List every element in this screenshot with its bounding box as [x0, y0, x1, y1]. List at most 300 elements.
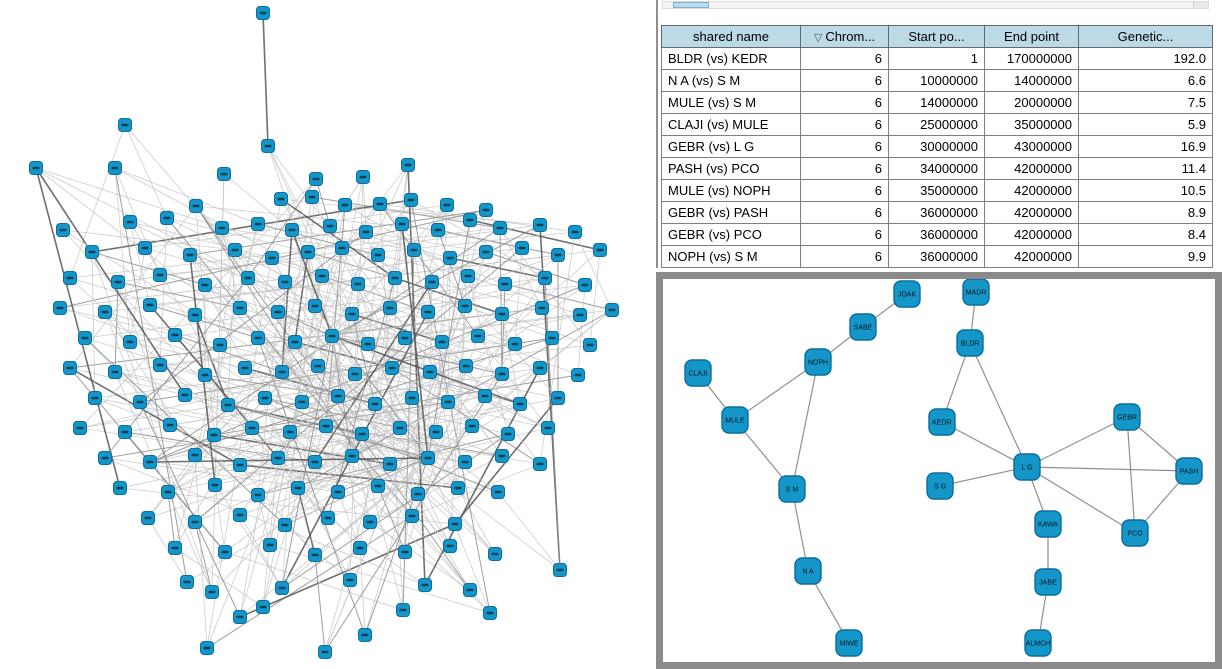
network-node[interactable]: [466, 420, 479, 433]
network-edge: [1127, 417, 1135, 533]
network-node[interactable]: [139, 242, 152, 255]
network-node[interactable]: [239, 362, 252, 375]
network-node[interactable]: [516, 242, 529, 255]
table-cell: 6: [801, 70, 889, 92]
network-node[interactable]: [419, 579, 432, 592]
network-edge: [290, 336, 332, 432]
network-node-n-a[interactable]: [795, 558, 821, 584]
network-node[interactable]: [397, 604, 410, 617]
network-node[interactable]: [190, 200, 203, 213]
network-node[interactable]: [422, 306, 435, 319]
network-node[interactable]: [460, 360, 473, 373]
network-node[interactable]: [89, 392, 102, 405]
network-node[interactable]: [534, 458, 547, 471]
network-node[interactable]: [169, 329, 182, 342]
network-node[interactable]: [509, 338, 522, 351]
network-node[interactable]: [284, 426, 297, 439]
table-cell: 6: [801, 114, 889, 136]
table-cell: 25000000: [889, 114, 985, 136]
network-node[interactable]: [408, 244, 421, 257]
node-label: KEDR: [932, 419, 952, 427]
table-row[interactable]: [662, 158, 1213, 180]
network-node[interactable]: [405, 194, 418, 207]
network-node[interactable]: [326, 330, 339, 343]
network-node[interactable]: [452, 482, 465, 495]
network-node[interactable]: [109, 162, 122, 175]
network-node[interactable]: [360, 226, 373, 239]
network-edge: [590, 250, 600, 345]
table-hscrollbar[interactable]: [662, 1, 1209, 9]
table-cell: 170000000: [985, 48, 1079, 70]
table-cell: GEBR (vs) PASH: [662, 202, 801, 224]
table-row[interactable]: [662, 114, 1213, 136]
table-row[interactable]: [662, 48, 1213, 70]
network-node[interactable]: [572, 369, 585, 382]
network-node[interactable]: [199, 369, 212, 382]
network-node[interactable]: [514, 398, 527, 411]
network-node-s-g[interactable]: [927, 473, 953, 499]
table-row[interactable]: [662, 180, 1213, 202]
network-node[interactable]: [234, 459, 247, 472]
table-cell: PASH (vs) PCO: [662, 158, 801, 180]
network-node[interactable]: [606, 304, 619, 317]
node-label: MIWE: [839, 640, 859, 648]
network-node[interactable]: [124, 336, 137, 349]
network-node-l-g[interactable]: [1014, 454, 1040, 480]
network-node-mule[interactable]: [722, 407, 748, 433]
network-node[interactable]: [286, 224, 299, 237]
network-edge: [195, 522, 212, 592]
network-node[interactable]: [164, 419, 177, 432]
network-node-almch[interactable]: [1025, 630, 1051, 656]
network-node[interactable]: [539, 272, 552, 285]
network-node[interactable]: [272, 306, 285, 319]
network-node[interactable]: [74, 422, 87, 435]
table-cell: N A (vs) S M: [662, 70, 801, 92]
table-cell: 36000000: [889, 202, 985, 224]
table-cell: 34000000: [889, 158, 985, 180]
network-node[interactable]: [384, 458, 397, 471]
network-edge: [500, 228, 502, 374]
network-node[interactable]: [362, 338, 375, 351]
table-cell: GEBR (vs) L G: [662, 136, 801, 158]
network-node[interactable]: [594, 244, 607, 257]
network-node[interactable]: [579, 279, 592, 292]
network-node[interactable]: [302, 246, 315, 259]
network-node[interactable]: [374, 198, 387, 211]
table-cell: 14000000: [889, 92, 985, 114]
network-node[interactable]: [162, 486, 175, 499]
table-cell: 6: [801, 180, 889, 202]
network-node[interactable]: [552, 392, 565, 405]
network-node[interactable]: [309, 300, 322, 313]
right-network-canvas[interactable]: [663, 279, 1215, 662]
network-node[interactable]: [124, 216, 137, 229]
table-cell: 42000000: [985, 202, 1079, 224]
table-cell: 6: [801, 224, 889, 246]
network-node[interactable]: [339, 199, 352, 212]
network-node[interactable]: [252, 489, 265, 502]
network-node[interactable]: [296, 396, 309, 409]
network-edge: [502, 284, 505, 374]
node-label: SABE: [853, 324, 873, 332]
table-cell: 8.4: [1079, 224, 1213, 246]
network-node[interactable]: [352, 278, 365, 291]
network-node[interactable]: [436, 336, 449, 349]
network-node[interactable]: [324, 220, 337, 233]
network-edge: [92, 252, 95, 398]
node-label: CLAJI: [688, 370, 708, 378]
network-edge: [125, 125, 167, 218]
network-node-jabe[interactable]: [1035, 569, 1061, 595]
network-node[interactable]: [569, 226, 582, 239]
network-node[interactable]: [422, 452, 435, 465]
network-node[interactable]: [424, 366, 437, 379]
network-edge: [498, 492, 560, 570]
network-node[interactable]: [144, 456, 157, 469]
network-node[interactable]: [349, 368, 362, 381]
network-edge: [575, 232, 612, 310]
network-node[interactable]: [229, 244, 242, 257]
column-label: Start po...: [908, 29, 965, 44]
network-node[interactable]: [154, 359, 167, 372]
network-node-kawa[interactable]: [1035, 511, 1061, 537]
node-label: S G: [933, 483, 947, 491]
table-header-row: [662, 26, 1213, 48]
column-label: Chrom...: [825, 29, 876, 44]
column-header-start-position[interactable]: [889, 26, 985, 48]
network-node[interactable]: [169, 542, 182, 555]
network-node[interactable]: [396, 218, 409, 231]
node-label: GEBR: [1117, 414, 1137, 422]
network-node[interactable]: [189, 516, 202, 529]
network-node[interactable]: [79, 332, 92, 345]
network-node[interactable]: [480, 204, 493, 217]
network-node[interactable]: [181, 576, 194, 589]
table-cell: MULE (vs) S M: [662, 92, 801, 114]
network-node[interactable]: [201, 642, 214, 655]
network-node[interactable]: [492, 486, 505, 499]
network-node[interactable]: [54, 302, 67, 315]
network-node[interactable]: [489, 548, 502, 561]
network-node[interactable]: [536, 302, 549, 315]
network-node[interactable]: [214, 339, 227, 352]
network-node[interactable]: [402, 159, 415, 172]
network-node[interactable]: [109, 366, 122, 379]
network-node[interactable]: [464, 584, 477, 597]
network-node[interactable]: [322, 512, 335, 525]
node-label: ALMCH: [1025, 640, 1051, 648]
table-cell: 6: [801, 158, 889, 180]
table-cell: 42000000: [985, 224, 1079, 246]
network-node-kedr[interactable]: [929, 409, 955, 435]
column-label: Genetic...: [1117, 29, 1174, 44]
network-node[interactable]: [552, 249, 565, 262]
network-node[interactable]: [292, 482, 305, 495]
network-node[interactable]: [86, 246, 99, 259]
edge-attribute-table: [661, 25, 1213, 268]
network-node[interactable]: [432, 224, 445, 237]
network-node[interactable]: [316, 270, 329, 283]
table-row[interactable]: [662, 224, 1213, 246]
network-node[interactable]: [399, 546, 412, 559]
network-node[interactable]: [394, 422, 407, 435]
node-label: BLDR: [960, 340, 980, 348]
network-node[interactable]: [332, 390, 345, 403]
network-node[interactable]: [442, 396, 455, 409]
selected-network-panel: [656, 272, 1222, 669]
network-node[interactable]: [464, 214, 477, 227]
network-node[interactable]: [257, 601, 270, 614]
network-node[interactable]: [430, 426, 443, 439]
network-node[interactable]: [459, 300, 472, 313]
network-node[interactable]: [332, 486, 345, 499]
network-node[interactable]: [319, 646, 332, 659]
table-cell: 6: [801, 136, 889, 158]
network-node[interactable]: [30, 162, 43, 175]
table-row[interactable]: [662, 246, 1213, 268]
network-node[interactable]: [346, 450, 359, 463]
network-node[interactable]: [354, 542, 367, 555]
network-node[interactable]: [262, 140, 275, 153]
table-cell: 20000000: [985, 92, 1079, 114]
network-edge: [1027, 417, 1127, 467]
network-node[interactable]: [542, 422, 555, 435]
network-node[interactable]: [336, 242, 349, 255]
network-node[interactable]: [266, 252, 279, 265]
network-edge: [970, 343, 1027, 467]
network-node[interactable]: [441, 199, 454, 212]
table-cell: 6: [801, 92, 889, 114]
network-node[interactable]: [57, 224, 70, 237]
network-node[interactable]: [472, 330, 485, 343]
node-label: KAWA: [1037, 521, 1059, 529]
network-node[interactable]: [444, 252, 457, 265]
table-row[interactable]: [662, 70, 1213, 92]
network-node-gebr[interactable]: [1114, 404, 1140, 430]
network-node-claji[interactable]: [685, 360, 711, 386]
network-node[interactable]: [484, 607, 497, 620]
network-node[interactable]: [356, 428, 369, 441]
network-node[interactable]: [112, 276, 125, 289]
network-node-pash[interactable]: [1176, 458, 1202, 484]
network-node[interactable]: [502, 428, 515, 441]
table-row[interactable]: [662, 92, 1213, 114]
network-node[interactable]: [546, 332, 559, 345]
network-node[interactable]: [219, 546, 232, 559]
table-cell: 42000000: [985, 246, 1079, 268]
network-node[interactable]: [154, 269, 167, 282]
network-node[interactable]: [142, 512, 155, 525]
network-edge: [36, 168, 120, 488]
network-node[interactable]: [134, 396, 147, 409]
network-node[interactable]: [309, 549, 322, 562]
network-edge: [263, 13, 268, 146]
filter-icon: ▽: [813, 32, 823, 44]
network-node-s-m[interactable]: [779, 476, 805, 502]
hscroll-button[interactable]: [1193, 2, 1208, 8]
network-node[interactable]: [279, 519, 292, 532]
network-node[interactable]: [189, 309, 202, 322]
network-node[interactable]: [384, 302, 397, 315]
node-label: NOPH: [807, 359, 829, 367]
network-node-joak[interactable]: [894, 281, 920, 307]
table-cell: 6: [801, 202, 889, 224]
network-node[interactable]: [64, 272, 77, 285]
node-label: MADR: [965, 289, 987, 297]
network-node[interactable]: [459, 456, 472, 469]
network-node[interactable]: [494, 222, 507, 235]
table-cell: 36000000: [889, 224, 985, 246]
network-node[interactable]: [119, 119, 132, 132]
column-label: End point: [1004, 29, 1059, 44]
column-header-shared-name[interactable]: [662, 26, 801, 48]
column-header-end-point[interactable]: [985, 26, 1079, 48]
table-cell: NOPH (vs) S M: [662, 246, 801, 268]
table-cell: 6.6: [1079, 70, 1213, 92]
table-cell: 8.9: [1079, 202, 1213, 224]
network-node[interactable]: [479, 390, 492, 403]
network-node[interactable]: [275, 193, 288, 206]
network-node[interactable]: [252, 218, 265, 231]
network-node[interactable]: [264, 539, 277, 552]
network-node[interactable]: [209, 479, 222, 492]
network-node[interactable]: [161, 212, 174, 225]
network-node[interactable]: [114, 482, 127, 495]
network-node[interactable]: [449, 518, 462, 531]
network-node[interactable]: [344, 574, 357, 587]
network-edge: [115, 372, 212, 592]
network-node[interactable]: [144, 299, 157, 312]
network-edge: [115, 168, 160, 275]
network-node[interactable]: [279, 276, 292, 289]
network-node[interactable]: [246, 422, 259, 435]
network-node[interactable]: [259, 392, 272, 405]
network-node[interactable]: [234, 611, 247, 624]
table-cell: 35000000: [889, 180, 985, 202]
network-node[interactable]: [309, 456, 322, 469]
node-label: N A: [802, 568, 814, 576]
table-cell: BLDR (vs) KEDR: [662, 48, 801, 70]
network-node-miwe[interactable]: [836, 630, 862, 656]
network-node[interactable]: [499, 278, 512, 291]
network-edge: [1027, 467, 1189, 471]
network-node[interactable]: [496, 450, 509, 463]
network-node[interactable]: [369, 398, 382, 411]
network-node[interactable]: [372, 249, 385, 262]
network-node[interactable]: [306, 191, 319, 204]
network-node[interactable]: [412, 488, 425, 501]
network-node[interactable]: [372, 480, 385, 493]
table-cell: 11.4: [1079, 158, 1213, 180]
network-node[interactable]: [189, 449, 202, 462]
network-node[interactable]: [222, 399, 235, 412]
network-node-madr[interactable]: [963, 279, 989, 305]
table-row[interactable]: [662, 136, 1213, 158]
network-node-sabe[interactable]: [850, 314, 876, 340]
network-node[interactable]: [119, 426, 132, 439]
network-node[interactable]: [234, 302, 247, 315]
table-cell: GEBR (vs) PCO: [662, 224, 801, 246]
column-header-chromosome[interactable]: [801, 26, 889, 48]
network-node[interactable]: [444, 540, 457, 553]
network-node[interactable]: [386, 362, 399, 375]
network-node[interactable]: [242, 272, 255, 285]
network-node-pco[interactable]: [1122, 520, 1148, 546]
table-cell: CLAJI (vs) MULE: [662, 114, 801, 136]
network-node[interactable]: [218, 168, 231, 181]
network-node[interactable]: [346, 308, 359, 321]
column-label: shared name: [693, 29, 769, 44]
network-node-noph[interactable]: [805, 349, 831, 375]
network-node[interactable]: [357, 171, 370, 184]
network-node[interactable]: [320, 420, 333, 433]
network-node[interactable]: [179, 389, 192, 402]
table-cell: 16.9: [1079, 136, 1213, 158]
network-node[interactable]: [480, 246, 493, 259]
network-node[interactable]: [496, 368, 509, 381]
network-node[interactable]: [310, 173, 323, 186]
table-cell: 10.5: [1079, 180, 1213, 202]
network-edge: [792, 362, 818, 489]
table-cell: 192.0: [1079, 48, 1213, 70]
table-cell: 42000000: [985, 158, 1079, 180]
table-cell: 6: [801, 48, 889, 70]
network-node[interactable]: [406, 510, 419, 523]
table-row[interactable]: [662, 202, 1213, 224]
network-node[interactable]: [208, 429, 221, 442]
network-node[interactable]: [276, 582, 289, 595]
network-node[interactable]: [574, 309, 587, 322]
network-node[interactable]: [462, 270, 475, 283]
network-node[interactable]: [64, 362, 77, 375]
network-node[interactable]: [399, 332, 412, 345]
network-node[interactable]: [206, 586, 219, 599]
network-node[interactable]: [99, 306, 112, 319]
column-header-genetic[interactable]: [1079, 26, 1213, 48]
network-node[interactable]: [184, 249, 197, 262]
network-edge: [578, 285, 585, 375]
network-node[interactable]: [99, 452, 112, 465]
network-node-bldr[interactable]: [957, 330, 983, 356]
network-node[interactable]: [199, 279, 212, 292]
hscroll-thumb[interactable]: [673, 2, 709, 8]
network-node[interactable]: [289, 336, 302, 349]
network-node[interactable]: [534, 362, 547, 375]
table-cell: 43000000: [985, 136, 1079, 158]
network-node[interactable]: [252, 332, 265, 345]
network-node[interactable]: [406, 392, 419, 405]
node-label: MULE: [725, 417, 745, 425]
node-label: JOAK: [897, 291, 917, 299]
network-node[interactable]: [276, 366, 289, 379]
node-label: PCO: [1127, 530, 1143, 538]
network-node[interactable]: [534, 219, 547, 232]
network-node[interactable]: [272, 452, 285, 465]
network-node[interactable]: [426, 276, 439, 289]
network-node[interactable]: [234, 509, 247, 522]
table-panel: [656, 0, 1217, 268]
network-node[interactable]: [257, 7, 270, 20]
network-node[interactable]: [312, 360, 325, 373]
network-node[interactable]: [389, 272, 402, 285]
network-node[interactable]: [359, 629, 372, 642]
network-node[interactable]: [496, 308, 509, 321]
network-node[interactable]: [364, 516, 377, 529]
network-node[interactable]: [216, 222, 229, 235]
network-node[interactable]: [554, 564, 567, 577]
network-node[interactable]: [584, 339, 597, 352]
